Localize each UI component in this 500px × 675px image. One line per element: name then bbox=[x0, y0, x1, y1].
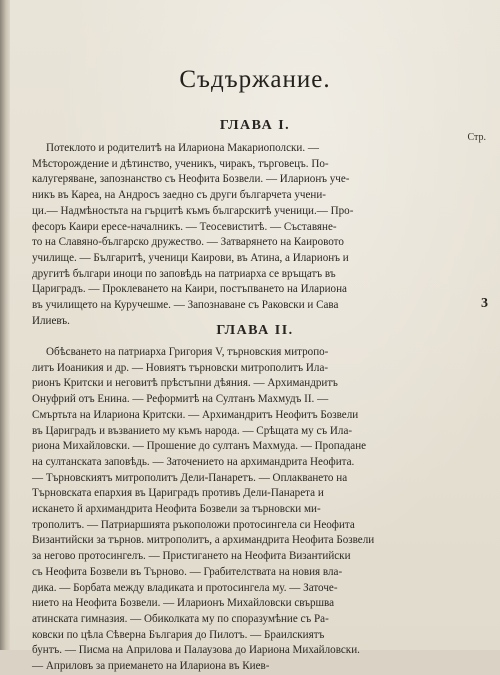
summary-line: искането й архимандрита Неофита Бозвели за търновски ми- bbox=[32, 503, 321, 516]
summary-line: ци.— Надмѣностьта на гърцитѣ къмъ българскитѣ ученици.— Про- bbox=[32, 204, 354, 217]
chapter-heading-2: ГЛАВА II. bbox=[216, 323, 294, 338]
summary-line: дика. — Борбата между владиката и протосингела му. — Заточе- bbox=[32, 581, 338, 594]
summary-line: — Априловъ за приемането на Илариона въ Киев- bbox=[32, 660, 270, 673]
summary-line: фесоръ Каири ересе-началникъ. — Теосевиститѣ. — Съставяне- bbox=[32, 220, 337, 233]
summary-line: калугеряване, запознанство съ Неофита Бозвели. — Иларионъ уче- bbox=[32, 173, 350, 186]
summary-line: Цариградъ. — Проклеването на Каири, постъпването на Илариона bbox=[32, 283, 347, 296]
summary-line: за негово протосингелъ. — Пристигането на Неофита Византийски bbox=[32, 550, 351, 563]
summary-line: никъ въ Кареа, на Андросъ заедно съ други българчета учени- bbox=[32, 189, 326, 202]
summary-line: Търновската епархия въ Цариградъ противъ Дели-Панарета и bbox=[32, 487, 324, 500]
page-column-label: Стр. bbox=[467, 132, 486, 143]
summary-line: литъ Иоаникия и др. — Новиятъ търновски митрополитъ Ила- bbox=[32, 361, 329, 374]
summary-line: риона Михайловски. — Прошение до султанъ Махмуда. — Пропадане bbox=[32, 440, 367, 453]
summary-line: нието на Неофита Бозвели. — Иларионъ Михайловски свършва bbox=[32, 597, 335, 610]
page-title: Съдържание. bbox=[179, 66, 331, 93]
summary-line: Онуфрий отъ Енина. — Реформитѣ на Султанъ Махмудъ II. — bbox=[32, 393, 329, 406]
summary-line: ковски по цѣла Сѣверна България до Пилотъ. — Браилскиятъ bbox=[32, 628, 325, 641]
summary-line: Потеклото и родителитѣ на Илариона Макариополски. — bbox=[46, 142, 319, 154]
chapter-1-page-number: 3 bbox=[481, 296, 488, 311]
summary-line: Обѣсването на патриарха Григория V, търновския митропо- bbox=[46, 346, 329, 358]
summary-line: бунтъ. — Писма на Априлова и Палаузова до Иариона Михайловски. bbox=[32, 644, 360, 657]
summary-line: рионъ Критски и неговитѣ прѣстъпни дѣяния. — Архимандритъ bbox=[32, 377, 338, 390]
summary-line: трополитъ. — Патриаршията ръкоположи протосингела си Неофита bbox=[32, 518, 355, 531]
summary-line: въ Цариградъ и възванието му къмъ народа. — Срѣщата му съ Ила- bbox=[32, 424, 353, 437]
chapter-heading-1: ГЛАВА I. bbox=[219, 118, 291, 133]
summary-line: другитѣ българи иноци по заповѣдь на патриарха се връщатъ въ bbox=[32, 267, 336, 280]
chapter-2-summary bbox=[32, 345, 420, 675]
summary-line: на султанската заповѣдь. — Заточението на архимандрита Неофита. bbox=[32, 455, 355, 468]
summary-line: въ училището на Куручешме. — Запознаване съ Раковски и Сава bbox=[32, 299, 339, 312]
summary-line: училище. — Българитѣ, ученици Каирови, въ Атина, а Иларионъ и bbox=[32, 251, 349, 264]
chapter-1-summary bbox=[32, 141, 420, 329]
summary-line: Византийски за търнов. митрополитъ, а архимандрита Неофита Бозвели bbox=[32, 534, 375, 547]
summary-line: Смъртьта на Илариона Критски. — Архимандритъ Неофитъ Бозвели bbox=[32, 408, 359, 421]
summary-line: Мѣсторождение и дѣтинство, ученикъ, чиракъ, търговецъ. По- bbox=[32, 157, 329, 170]
summary-line: то на Славяно-българско дружество. — Затварянето на Каировото bbox=[32, 236, 344, 249]
contents-page bbox=[10, 0, 500, 673]
summary-line: Илиевъ. bbox=[32, 314, 70, 327]
binding-shadow bbox=[0, 0, 10, 650]
summary-line: съ Неофита Бозвели въ Търново. — Грабителствата на новия вла- bbox=[32, 565, 343, 578]
summary-line: атинската гимназия. — Обиколката му по споразумѣние съ Ра- bbox=[32, 612, 329, 625]
summary-line: — Търновскиятъ митрополитъ Дели-Панаретъ. — Оплакването на bbox=[32, 471, 348, 484]
